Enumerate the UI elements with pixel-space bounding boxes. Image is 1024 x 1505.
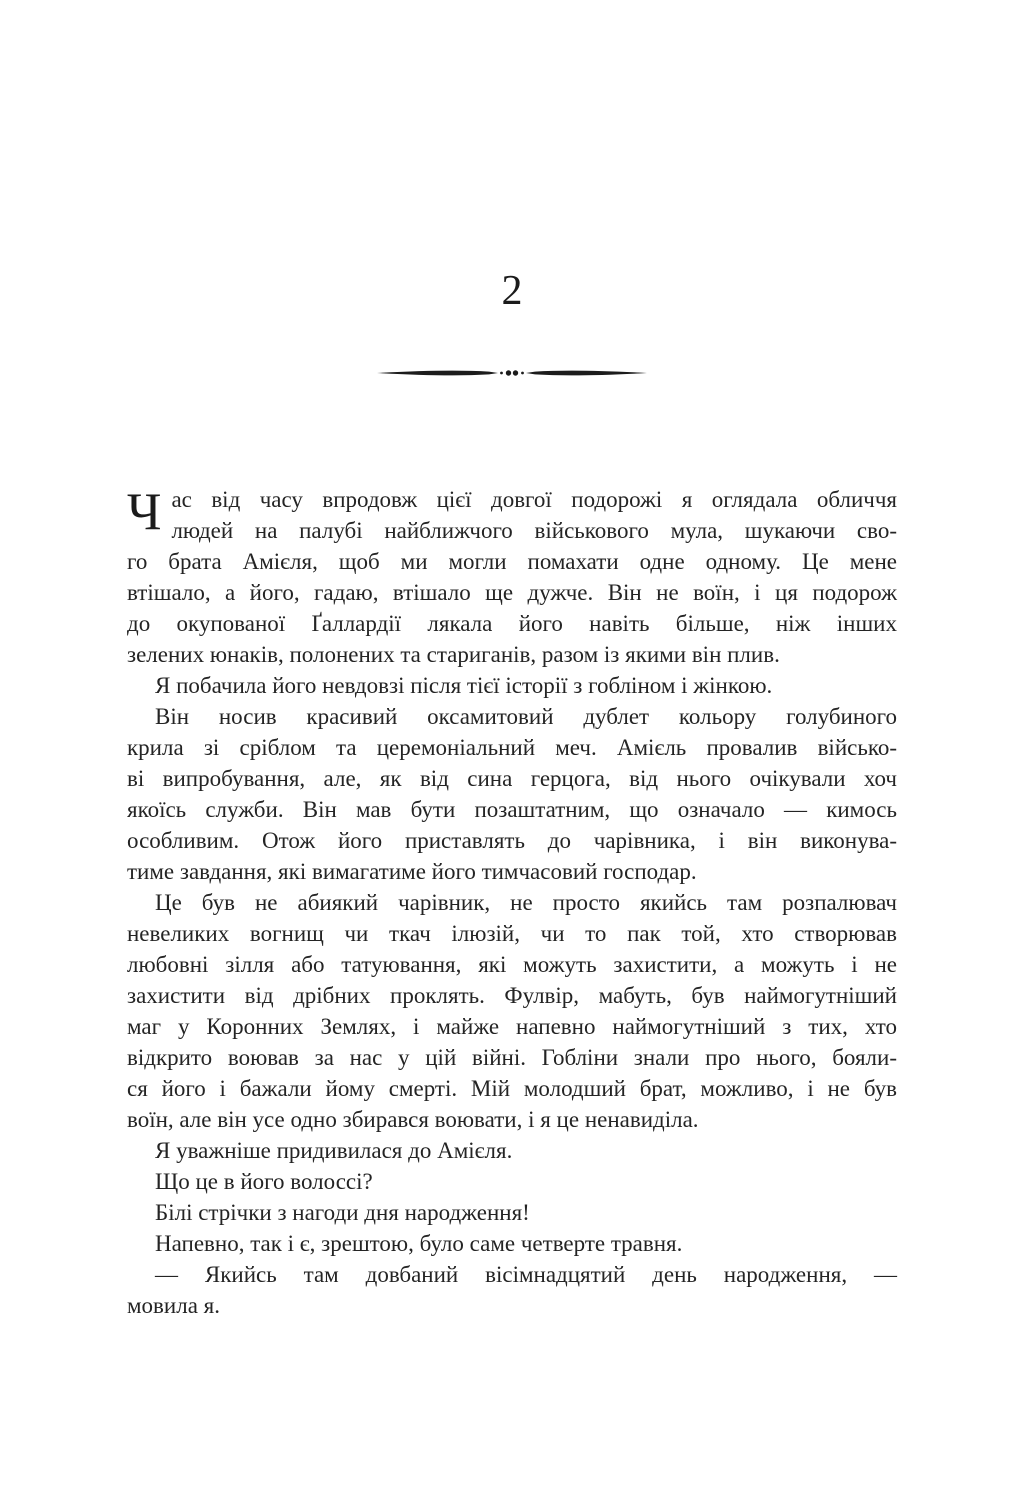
text-line: особливим. Отож його приставлять до чарівника, і він виконува-	[127, 828, 897, 853]
paragraph	[127, 1135, 897, 1166]
chapter-number: 2	[501, 268, 523, 314]
text-line: воїн, але він усе одно збирався воювати, і я це ненавиділа.	[127, 1107, 699, 1132]
text-line: ас від часу впродовж цієї довгої подорожі я оглядала обличчя	[171, 487, 897, 512]
text-line: любовні зілля або татуювання, які можуть захистити, а можуть і не	[127, 952, 897, 977]
text-line: Це був не абиякий чарівник, не просто якийсь там розпалювач	[155, 890, 897, 915]
text-line: крила зі сріблом та церемоніальний меч. Амієль провалив військо-	[127, 735, 897, 760]
text-line: зелених юнаків, полонених та стариганів, разом із якими він плив.	[127, 642, 780, 667]
text-line: — Якийсь там довбаний вісімнадцятий день народження, —	[155, 1262, 897, 1287]
paragraph	[127, 701, 897, 887]
text-line: захистити від дрібних проклять. Фулвір, мабуть, був наймогутніший	[127, 983, 897, 1008]
text-block	[127, 484, 897, 1321]
text-line: тиме завдання, які вимагатиме його тимчасовий господар.	[127, 859, 697, 884]
text-line: го брата Амієля, щоб ми могли помахати одне одному. Це мене	[127, 549, 897, 574]
text-line: людей на палубі найближчого військового мула, шукаючи сво-	[171, 518, 897, 543]
text-line: маг у Коронних Землях, і майже напевно наймогутніший з тих, хто	[127, 1014, 897, 1039]
text-line: Я побачила його невдовзі після тієї історії з гобліном і жінкою.	[155, 673, 773, 698]
text-line: невеликих вогнищ чи ткач ілюзій, чи то пак той, хто створював	[127, 921, 897, 946]
text-line: відкрито воював за нас у цій війні. Гобліни знали про нього, бояли-	[127, 1045, 897, 1070]
paragraph	[127, 670, 897, 701]
page-content	[127, 0, 897, 1321]
text-line: Білі стрічки з нагоди дня народження!	[155, 1200, 530, 1225]
paragraph	[127, 1228, 897, 1259]
chapter-divider	[127, 366, 897, 384]
text-line: Що це в його волоссі?	[155, 1169, 373, 1194]
text-line: до окупованої Ґаллардії лякала його навіть більше, ніж інших	[127, 611, 897, 636]
text-line: мовила я.	[127, 1293, 220, 1318]
chapter-divider-ornament	[377, 366, 647, 380]
paragraph	[127, 1197, 897, 1228]
text-line: втішало, а його, гадаю, втішало ще дужче. Він не воїн, і ця подорож	[127, 580, 897, 605]
text-line: Напевно, так і є, зрештою, було саме четверте травня.	[155, 1231, 683, 1256]
text-line: Він носив красивий оксамитовий дублет кольору голубиного	[155, 704, 897, 729]
text-line: якоїсь служби. Він мав бути позаштатним, що означало — кимось	[127, 797, 897, 822]
drop-cap: Ч	[127, 483, 162, 541]
text-line: ві випробування, але, як від сина герцога, від нього очікували хоч	[127, 766, 897, 791]
paragraph	[127, 1166, 897, 1197]
paragraph	[127, 1259, 897, 1321]
text-line: ся його і бажали йому смерті. Мій молодший брат, можливо, і не був	[127, 1076, 897, 1101]
text-line: Я уважніше придивилася до Амієля.	[155, 1138, 513, 1163]
paragraph	[127, 484, 897, 670]
paragraph	[127, 887, 897, 1135]
